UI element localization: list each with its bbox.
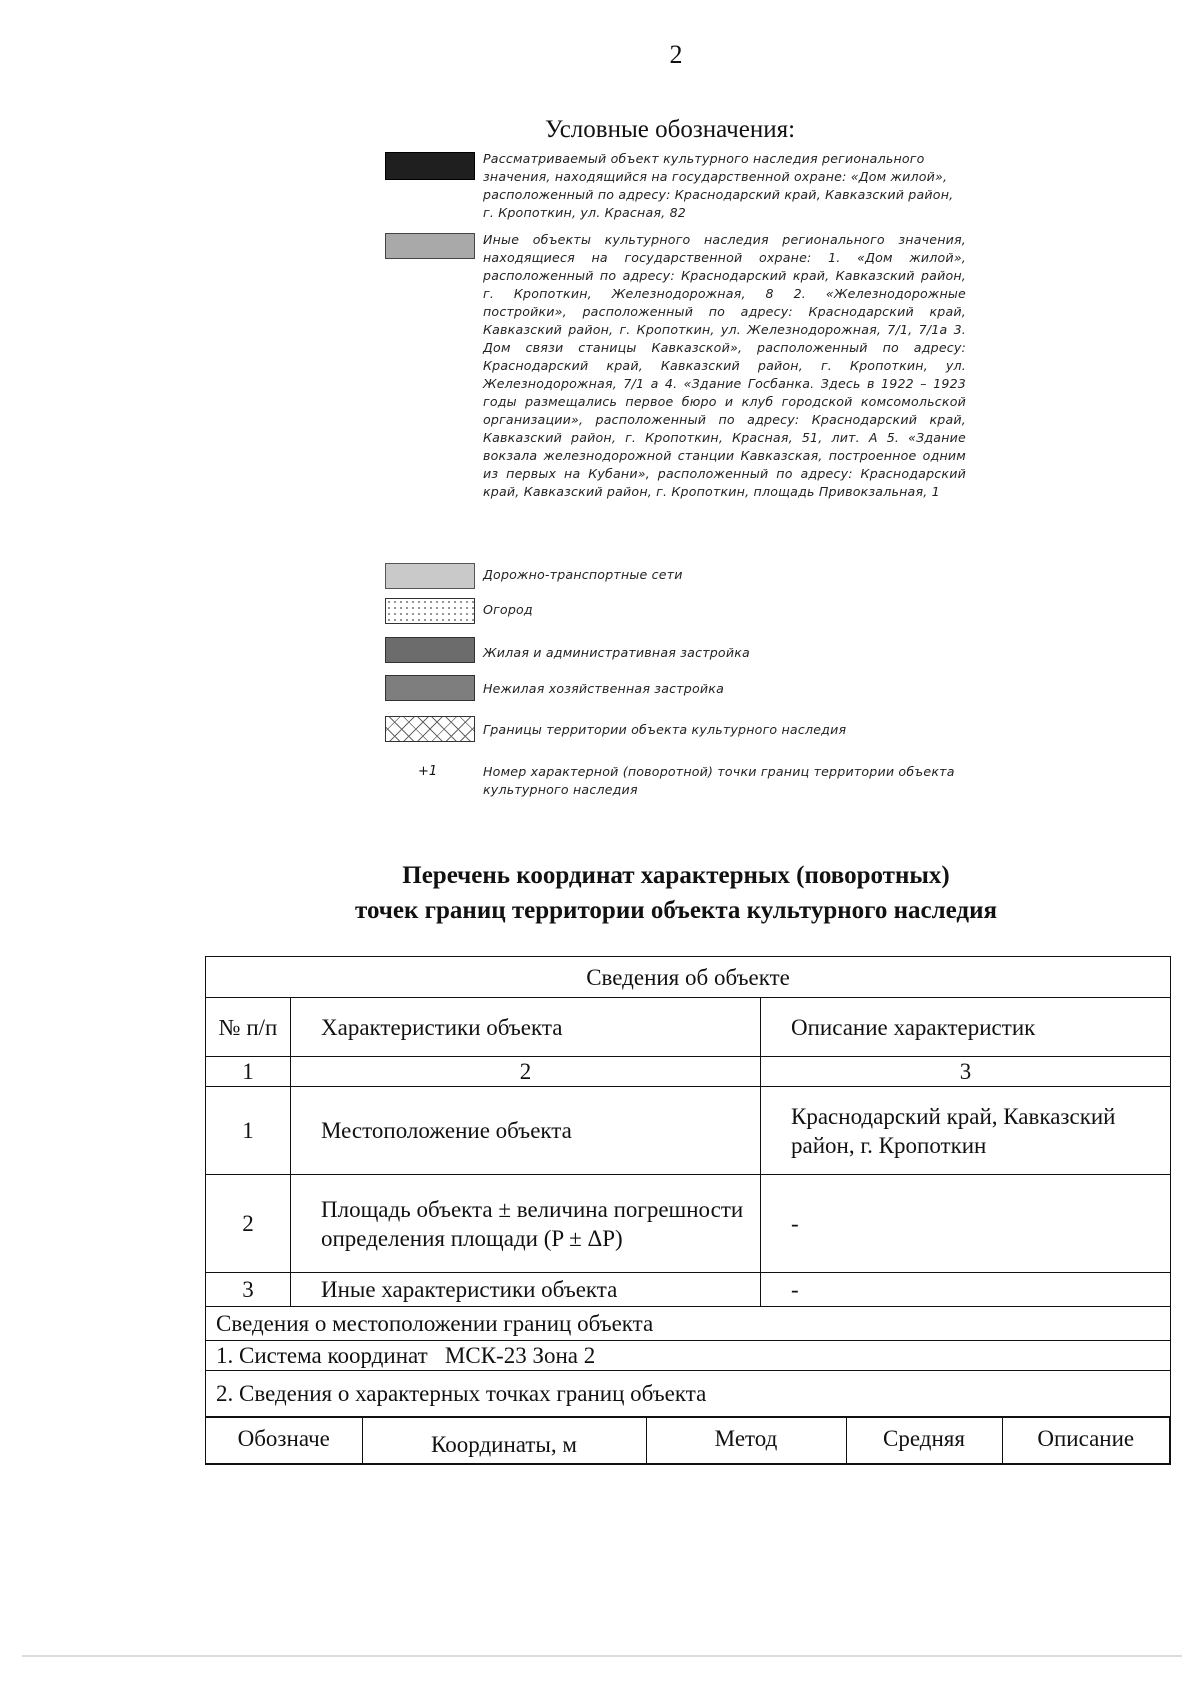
page-title	[300, 858, 1052, 928]
legend-item-text: Нежилая хозяйственная застройка	[483, 681, 724, 696]
heading-line-1: Перечень координат характерных (поворотных)	[402, 862, 950, 889]
scan-edge-line	[22, 1655, 1182, 1657]
coordinate-system: 1. Система координат МСК-23 Зона 2	[206, 1341, 1171, 1371]
table-row	[206, 957, 1171, 998]
light-gray-swatch-icon	[385, 563, 475, 589]
row-name: Иные характеристики объекта	[291, 1273, 761, 1307]
row-number: 2	[206, 1175, 291, 1273]
legend-item-text: Рассматриваемый объект культурного наследия регионального значения, находящийся на государственной охране: «Дом жилой», расположенный по адресу: Краснодарский край, Кавказский район, г. Кропоткин, ул. Красная, 82	[483, 151, 954, 220]
header-cell: Характеристики объекта	[291, 998, 761, 1057]
gray-fill-swatch-icon	[385, 233, 475, 259]
medium-gray-swatch-icon	[385, 637, 475, 663]
points-header-cell: Средняя	[846, 1418, 1002, 1464]
points-header-cell: Обозначе	[206, 1418, 362, 1464]
table-row	[206, 1175, 1171, 1273]
location-title: Сведения о местоположении границ объекта	[206, 1307, 1171, 1341]
heading-line-2: точек границ территории объекта культурного наследия	[355, 897, 997, 924]
row-desc: -	[761, 1273, 1171, 1307]
legend-item-text: Границы территории объекта культурного наследия	[483, 722, 847, 737]
table-row	[206, 1341, 1171, 1371]
table-row	[206, 1307, 1171, 1341]
legend-item-text: Номер характерной (поворотной) точки границ территории объекта культурного наследия	[483, 764, 955, 797]
column-number: 2	[291, 1057, 761, 1087]
column-number: 3	[761, 1057, 1171, 1087]
row-number: 3	[206, 1273, 291, 1307]
points-header-table	[206, 1417, 1170, 1464]
row-desc: -	[761, 1175, 1171, 1273]
points-header-cell: Описание	[1002, 1418, 1170, 1464]
points-header-cell: Метод	[646, 1418, 846, 1464]
table-row	[206, 1417, 1171, 1465]
row-name: Местоположение объекта	[291, 1087, 761, 1175]
table-row	[206, 1371, 1171, 1417]
points-header-cell: Координаты, м	[362, 1418, 646, 1464]
table-row	[206, 1057, 1171, 1087]
legend-item-text: Иные объекты культурного наследия регионального значения, находящиеся на государственной охране: 1. «Дом жилой», расположенный по адресу: Краснодарский край, Кавказский район, г. Кропоткин, Железнодорожная, 8 2. «Железнодорожные постройки», расположенный по адресу: Краснодарский край, Кавказский район, г. Кропоткин, ул. Железнодорожная, 7/1, 7/1а 3. Дом связи станицы Кавказской», расположенный по адресу: Краснодарский край, Кавказский район, г. Кропоткин, ул. Железнодорожная, 7/1 а 4. «Здание Госбанка. Здесь в 1922 – 1923 годы размещались первое бюро и клуб городской комсомольской организации», расположенный по адресу: Краснодарский край, Кавказский район, г. Кропоткин, Красная, 51, лит. А 5. «Здание вокзала железнодорожной станции Кавказская, построенное одним из первых на Кубани», расположенный по адресу: Краснодарский край, Кавказский район, г. Кропоткин, площадь Привокзальная, 1	[483, 232, 966, 499]
row-name: Площадь объекта ± величина погрешности определения площади (P ± ΔP)	[291, 1175, 761, 1273]
dotted-swatch-icon	[385, 598, 475, 624]
points-header-row	[206, 1417, 1171, 1465]
dark-fill-swatch-icon	[385, 152, 475, 180]
table-row	[206, 998, 1171, 1057]
legend-item-text: Огород	[483, 602, 533, 617]
legend-title: Условные обозначения:	[545, 116, 796, 143]
gray-swatch-icon	[385, 675, 475, 701]
legend-item-text: Дорожно-транспортные сети	[483, 567, 683, 582]
points-title: 2. Сведения о характерных точках границ объекта	[206, 1371, 1171, 1417]
page-number: 2	[669, 40, 683, 69]
object-info-table	[205, 956, 1171, 1465]
table-row	[206, 1087, 1171, 1175]
crosshatch-swatch-icon	[385, 716, 475, 742]
legend-item-text: Жилая и административная застройка	[483, 645, 750, 660]
header-cell: Описание характеристик	[761, 998, 1171, 1057]
point-marker-icon: +1	[418, 764, 438, 779]
header-cell: № п/п	[206, 998, 291, 1057]
table-row	[206, 1273, 1171, 1307]
row-desc: Краснодарский край, Кавказский район, г. Кропоткин	[761, 1087, 1171, 1175]
row-number: 1	[206, 1087, 291, 1175]
section-title: Сведения об объекте	[206, 957, 1171, 998]
column-number: 1	[206, 1057, 291, 1087]
